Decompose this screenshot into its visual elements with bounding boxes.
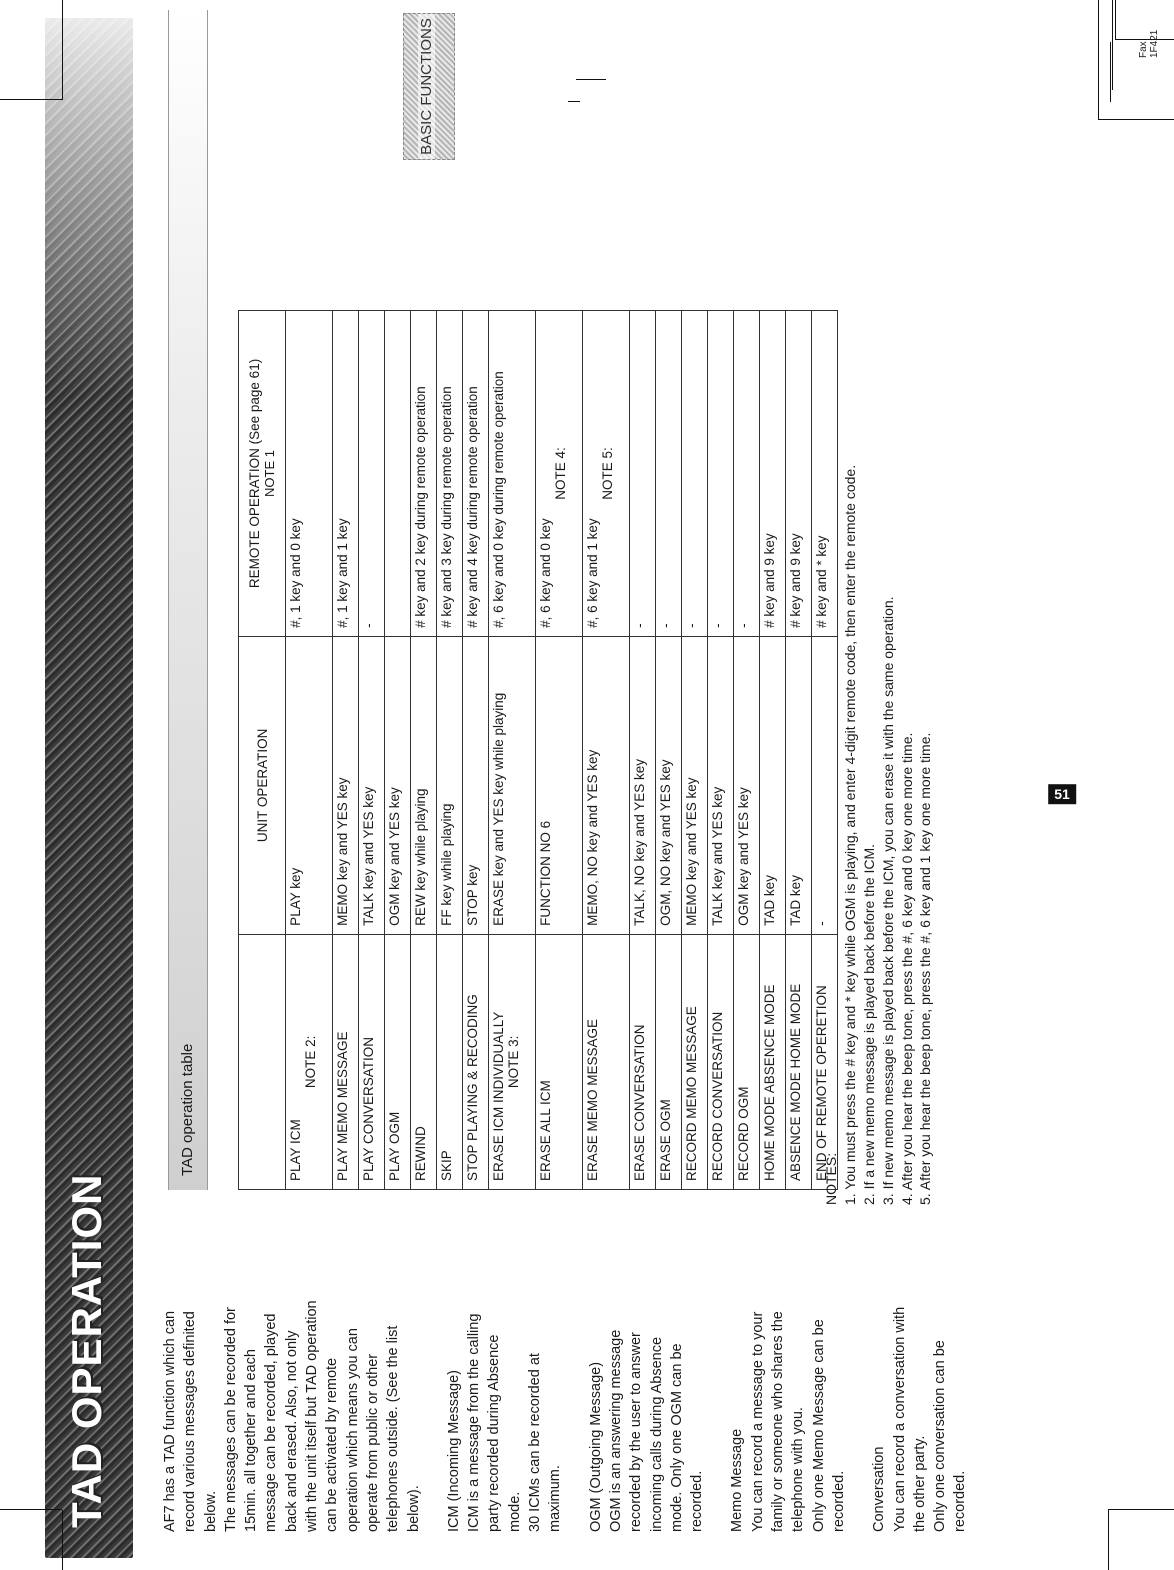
remote-operation-cell xyxy=(536,311,583,637)
cell-note: NOTE 5: xyxy=(600,447,615,500)
remote-operation-cell-text: - xyxy=(710,623,725,628)
crop-mark xyxy=(0,1509,62,1510)
unit-operation-cell xyxy=(411,636,437,934)
table-row xyxy=(411,311,437,1190)
remote-column-title: REMOTE OPERATION (See page 61) xyxy=(247,358,262,589)
function-cell-text: ERASE OGM xyxy=(658,1099,673,1181)
unit-operation-cell-text: FF key while playing xyxy=(439,803,454,926)
remote-operation-cell xyxy=(286,311,333,637)
text-line: OGM is an answering message xyxy=(607,1329,624,1532)
table-row xyxy=(786,311,812,1190)
unit-operation-cell-text: TALK key and YES key xyxy=(710,786,725,926)
section-tag xyxy=(403,13,455,160)
unit-operation-cell-text: OGM, NO key and YES key xyxy=(658,759,673,926)
table-row xyxy=(760,311,786,1190)
table-row xyxy=(656,311,682,1190)
cell-note: NOTE 3: xyxy=(506,1035,521,1089)
remote-operation-cell xyxy=(786,311,812,637)
text-line: Only one Memo Message can be xyxy=(810,1319,827,1532)
function-cell-text: PLAY ICM xyxy=(288,1119,303,1181)
crop-mark xyxy=(1108,1509,1174,1510)
unit-operation-cell xyxy=(333,636,359,934)
function-cell-text: ERASE ICM INDIVIDUALLY xyxy=(491,1011,506,1181)
table-caption: TAD operation table xyxy=(179,1043,196,1176)
memo-paragraph xyxy=(727,1207,849,1532)
function-cell xyxy=(786,934,812,1189)
crop-mark xyxy=(1110,42,1111,102)
unit-operation-cell-text: ERASE key and YES key while playing xyxy=(491,692,506,926)
margin-label-text: 1F421 xyxy=(1149,29,1160,58)
crop-mark xyxy=(1112,0,1113,90)
icm-paragraph xyxy=(444,1207,566,1532)
unit-operation-cell xyxy=(656,636,682,934)
function-cell-text: ERASE MEMO MESSAGE xyxy=(585,1018,600,1181)
remote-operation-cell-text: # key and 9 key xyxy=(788,533,803,628)
text-line: ICM is a message from the calling xyxy=(466,1313,483,1532)
function-cell xyxy=(734,934,760,1189)
function-cell-text: PLAY CONVERSATION xyxy=(361,1036,376,1181)
text-line: incoming calls during Absence xyxy=(648,1336,665,1532)
function-cell-text: ERASE ALL ICM xyxy=(538,1080,553,1181)
crop-mark xyxy=(62,0,63,100)
function-cell xyxy=(463,934,489,1189)
text-line: recorded. xyxy=(689,1470,706,1532)
unit-operation-cell-text: MEMO, NO key and YES key xyxy=(585,749,600,926)
crop-mark xyxy=(1098,119,1174,120)
unit-operation-cell-text: TAD key xyxy=(762,875,777,926)
table-row xyxy=(359,311,385,1190)
remote-operation-cell xyxy=(734,311,760,637)
table-row xyxy=(286,311,333,1190)
function-cell-text: END OF REMOTE OPERETION xyxy=(814,985,829,1181)
remote-operation-cell-text: # key and * key xyxy=(814,535,829,628)
function-cell-text: REWIND xyxy=(413,1126,428,1181)
remote-operation-cell-text: #, 6 key and 1 key xyxy=(585,518,600,628)
remote-operation-cell-text: #, 6 key and 0 key during remote operation xyxy=(491,371,506,628)
table-row xyxy=(583,311,630,1190)
text-line: The messages can be recorded for xyxy=(222,1307,239,1532)
function-cell xyxy=(411,934,437,1189)
notes-heading: NOTES: xyxy=(823,1152,839,1205)
unit-operation-cell-text: TAD key xyxy=(788,875,803,926)
text-line: below. xyxy=(202,1490,219,1532)
unit-operation-cell-text: PLAY key xyxy=(288,867,303,926)
remote-operation-cell xyxy=(583,311,630,637)
unit-operation-cell xyxy=(708,636,734,934)
remote-operation-cell xyxy=(708,311,734,637)
unit-operation-cell xyxy=(437,636,463,934)
text-line: mode. xyxy=(506,1491,523,1532)
unit-operation-cell-text: STOP key xyxy=(465,864,480,926)
unit-operation-cell-text: OGM key and YES key xyxy=(736,787,751,926)
table-row xyxy=(536,311,583,1190)
function-cell-text: RECORD CONVERSATION xyxy=(710,1011,725,1181)
function-cell-text: ERASE CONVERSATION xyxy=(632,1024,647,1181)
text-line: family or someone who shares the xyxy=(770,1311,787,1532)
text-line: mode. Only one OGM can be xyxy=(668,1343,685,1532)
text-line: with the unit itself but TAD operation xyxy=(304,1300,321,1532)
unit-operation-cell-text: FUNCTION NO 6 xyxy=(538,820,553,926)
remote-operation-cell xyxy=(411,311,437,637)
function-column-header xyxy=(239,934,286,1189)
remote-operation-cell xyxy=(760,311,786,637)
table-caption-bar xyxy=(168,10,208,1190)
text-line: message can be recorded, played xyxy=(263,1313,280,1532)
text-line: telephones outside. (See the list xyxy=(385,1325,402,1532)
unit-operation-cell xyxy=(385,636,411,934)
note-item: 2. If a new memo message is played back before the ICM. xyxy=(860,843,877,1205)
function-cell-text: STOP PLAYING & RECODING xyxy=(465,994,480,1181)
function-cell xyxy=(359,934,385,1189)
remote-operation-cell xyxy=(359,311,385,637)
unit-operation-cell xyxy=(489,636,536,934)
remote-operation-cell xyxy=(656,311,682,637)
text-line: Conversation xyxy=(871,1446,888,1532)
intro-column xyxy=(160,1207,991,1532)
unit-operation-cell-text: MEMO key and YES key xyxy=(684,777,699,926)
remote-operation-cell xyxy=(437,311,463,637)
remote-operation-cell xyxy=(385,311,411,637)
remote-operation-cell-text: - xyxy=(632,623,647,628)
remote-operation-cell-text: # key and 3 key during remote operation xyxy=(439,386,454,628)
unit-operation-cell xyxy=(682,636,708,934)
remote-operation-cell-text: - xyxy=(736,623,751,628)
text-line: You can record a conversation with xyxy=(891,1306,908,1532)
table-row xyxy=(682,311,708,1190)
function-cell xyxy=(708,934,734,1189)
page-title: TAD OPERATION xyxy=(63,1173,110,1528)
remote-operation-cell-text: # key and 4 key during remote operation xyxy=(465,386,480,628)
text-line: AF7 has a TAD function which can xyxy=(162,1310,178,1532)
text-line: maximum. xyxy=(547,1465,564,1532)
text-line: recorded. xyxy=(830,1470,847,1532)
function-cell xyxy=(536,934,583,1189)
unit-operation-cell-text: OGM key and YES key xyxy=(387,787,402,926)
unit-operation-cell-text: - xyxy=(814,921,829,926)
unit-column-header: UNIT OPERATION xyxy=(239,636,286,934)
remote-operation-cell-text: #, 1 key and 0 key xyxy=(288,518,303,628)
table-row xyxy=(463,311,489,1190)
crop-mark xyxy=(1115,0,1116,40)
remote-operation-cell-text: - xyxy=(684,623,699,628)
function-cell-text: HOME MODE ABSENCE MODE xyxy=(762,984,777,1181)
table-body xyxy=(286,311,838,1190)
unit-operation-cell xyxy=(583,636,630,934)
section-tag-label: BASIC FUNCTIONS xyxy=(418,14,435,159)
remote-column-header xyxy=(239,311,286,637)
function-cell-text: RECORD MEMO MESSAGE xyxy=(684,1006,699,1181)
unit-operation-cell xyxy=(786,636,812,934)
note-item: 4. After you hear the beep tone, press the #, 6 key and 0 key one more time. xyxy=(898,732,915,1205)
banner-fade xyxy=(45,18,133,398)
text-line: You can record a message to your xyxy=(749,1311,766,1532)
page-number: 51 xyxy=(1048,784,1076,804)
table-header-row xyxy=(239,311,286,1190)
crop-mark xyxy=(0,99,62,100)
table-row xyxy=(734,311,760,1190)
note-item: 1. You must press the # key and * key while OGM is playing, and enter 4-digit remote code, then enter the remote code. xyxy=(841,464,858,1205)
table-row xyxy=(630,311,656,1190)
unit-operation-cell xyxy=(536,636,583,934)
text-line: recorded. xyxy=(952,1470,969,1532)
remote-operation-cell xyxy=(489,311,536,637)
unit-operation-cell-text: REW key while playing xyxy=(413,788,428,926)
table-row xyxy=(333,311,359,1190)
tad-operation-table xyxy=(238,310,838,1190)
header-note: NOTE 1 xyxy=(262,449,277,497)
table-row xyxy=(708,311,734,1190)
remote-operation-cell-text: - xyxy=(658,623,673,628)
remote-operation-cell-text: # key and 2 key during remote operation xyxy=(413,386,428,628)
remote-operation-cell-text: #, 6 key and 0 key xyxy=(538,518,553,628)
remote-operation-cell-text: # key and 9 key xyxy=(762,533,777,628)
text-line: OGM (Outgoing Message) xyxy=(587,1361,604,1532)
unit-operation-cell xyxy=(463,636,489,934)
text-line: party recorded during Absence xyxy=(486,1334,503,1532)
function-cell xyxy=(760,934,786,1189)
crop-mark xyxy=(1098,0,1099,120)
remote-operation-cell xyxy=(463,311,489,637)
crop-mark xyxy=(576,79,606,80)
unit-operation-cell-text: MEMO key and YES key xyxy=(335,777,350,926)
text-line: the other party. xyxy=(911,1435,928,1532)
function-cell-text: ABSENCE MODE HOME MODE xyxy=(788,983,803,1181)
function-cell xyxy=(437,934,463,1189)
unit-operation-cell xyxy=(286,636,333,934)
text-line: record various messages definited xyxy=(182,1311,199,1532)
function-cell xyxy=(682,934,708,1189)
conversation-paragraph xyxy=(869,1207,970,1532)
unit-operation-cell xyxy=(359,636,385,934)
table-row xyxy=(489,311,536,1190)
function-cell-text: PLAY OGM xyxy=(387,1111,402,1181)
text-line: 15min. all together and each xyxy=(243,1349,260,1532)
text-line: operate from public or other xyxy=(364,1353,381,1532)
crop-mark xyxy=(568,101,580,102)
note-item: 3. If new memo message is played back before the ICM, you can erase it with the same operation. xyxy=(879,596,896,1205)
function-cell xyxy=(630,934,656,1189)
unit-operation-cell-text: TALK, NO key and YES key xyxy=(632,758,647,926)
function-cell-text: RECORD OGM xyxy=(736,1086,751,1181)
margin-label-text: Fax xyxy=(1138,41,1149,58)
remote-operation-cell xyxy=(682,311,708,637)
text-line: ICM (Incoming Message) xyxy=(445,1370,462,1532)
remote-operation-cell xyxy=(333,311,359,637)
text-line: 30 ICMs can be recorded at xyxy=(527,1353,544,1532)
remote-operation-cell xyxy=(630,311,656,637)
crop-mark xyxy=(1108,1510,1109,1570)
function-cell xyxy=(489,934,536,1189)
cell-note: NOTE 2: xyxy=(303,1035,318,1089)
margin-label xyxy=(1138,30,1160,58)
unit-operation-cell xyxy=(630,636,656,934)
ogm-paragraph xyxy=(586,1207,708,1532)
title-banner xyxy=(45,18,133,1558)
function-cell xyxy=(656,934,682,1189)
text-line: Only one conversation can be xyxy=(932,1340,949,1532)
table-row xyxy=(437,311,463,1190)
text-line: Memo Message xyxy=(729,1428,746,1532)
table-row xyxy=(385,311,411,1190)
function-cell xyxy=(583,934,630,1189)
function-cell-text: SKIP xyxy=(439,1150,454,1181)
text-line: telephone with you. xyxy=(790,1407,807,1532)
text-line: back and erased. Also, not only xyxy=(283,1330,300,1532)
remote-operation-cell-text: #, 1 key and 1 key xyxy=(335,518,350,628)
text-line: operation which means you can xyxy=(344,1328,361,1532)
intro-paragraph xyxy=(160,1207,424,1532)
unit-operation-cell xyxy=(760,636,786,934)
unit-operation-cell-text: TALK key and YES key xyxy=(361,786,376,926)
note-item: 5. After you hear the beep tone, press the #, 6 key and 1 key one more time. xyxy=(917,732,934,1205)
crop-mark xyxy=(62,1510,63,1570)
unit-operation-cell xyxy=(734,636,760,934)
function-cell xyxy=(333,934,359,1189)
text-line: can be activated by remote xyxy=(324,1357,341,1532)
notes-section xyxy=(822,105,935,1205)
function-cell xyxy=(286,934,333,1189)
function-cell xyxy=(385,934,411,1189)
text-line: below). xyxy=(405,1485,422,1532)
cell-note: NOTE 4: xyxy=(553,447,568,500)
text-line: recorded by the user to answer xyxy=(628,1332,645,1532)
function-cell-text: PLAY MEMO MESSAGE xyxy=(335,1031,350,1181)
remote-operation-cell-text: - xyxy=(361,623,376,628)
